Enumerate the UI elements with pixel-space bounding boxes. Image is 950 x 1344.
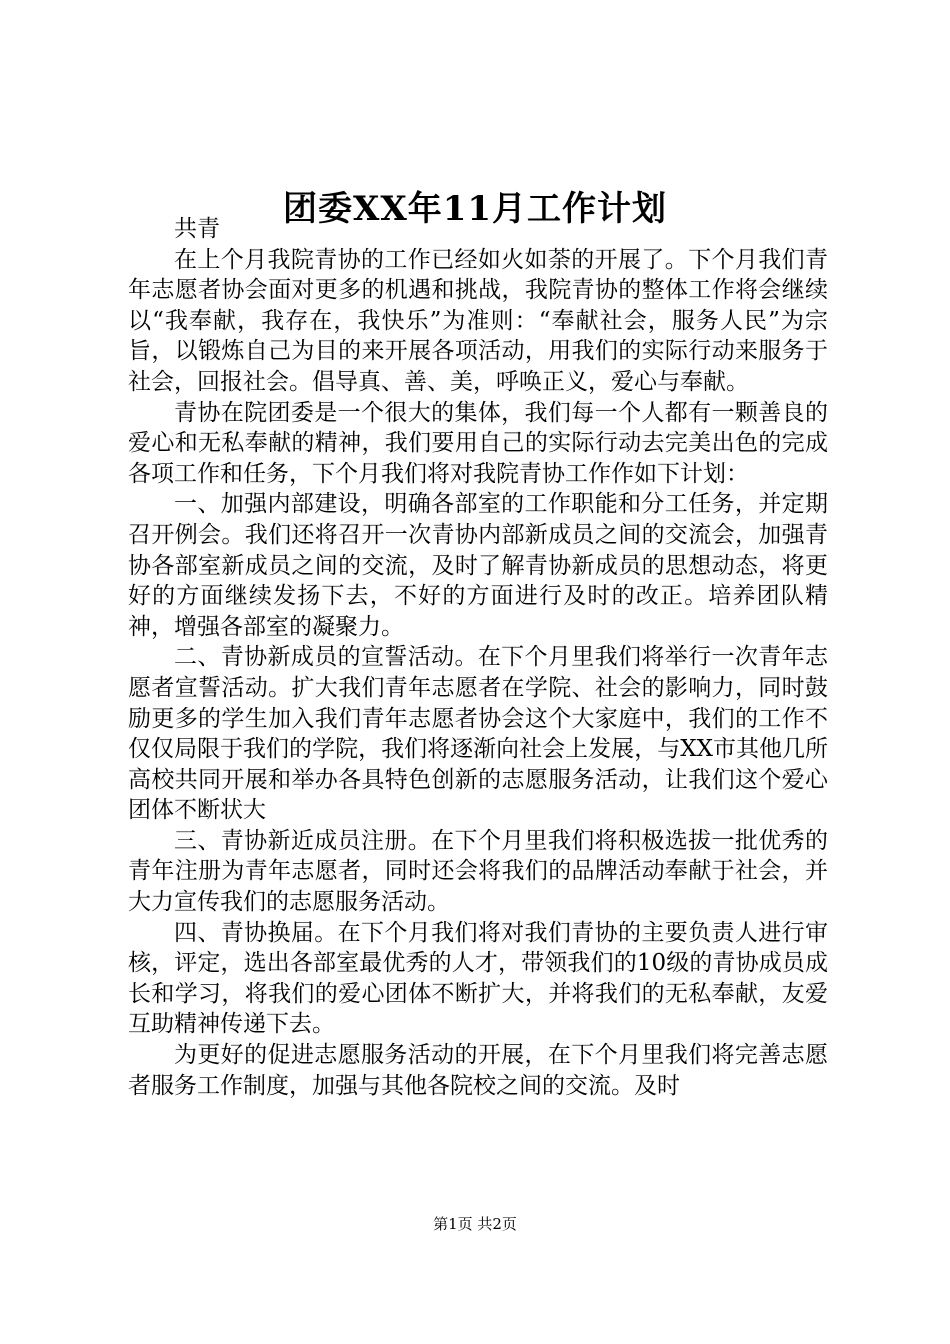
paragraph-3: 青协在院团委是一个很大的集体，我们每一个人都有一颗善良的爱心和无私奉献的精神，我们要用自己的实际行动去完美出色的完成各项工作和任务，下个月我们将对我院青协工作作如下计划： bbox=[128, 399, 828, 487]
page-footer: 第1页 共2页 bbox=[433, 1215, 517, 1233]
paragraph-4: 一、加强内部建设，明确各部室的工作职能和分工任务，并定期召开例会。我们还将召开一次青协内部新成员之间的交流会，加强青协各部室新成员之间的交流，及时了解青协新成员的思想动态，将更好的方面继续发扬下去，不好的方面进行及时的改正。培养团队精神，增强各部室的凝聚力。 bbox=[128, 491, 828, 640]
paragraph-6: 三、青协新近成员注册。在下个月里我们将积极选拔一批优秀的青年注册为青年志愿者，同时还会将我们的品牌活动奉献于社会，并大力宣传我们的志愿服务活动。 bbox=[128, 827, 828, 916]
paragraph-7: 四、青协换届。在下个月我们将对我们青协的主要负责人进行审核，评定，选出各部室最优秀的人才，带领我们的10级的青协成员成长和学习，将我们的爱心团体不断扩大，并将我们的无私奉献，友爱互助精神传递下去。 bbox=[128, 919, 828, 1038]
paragraph-8: 为更好的促进志愿服务活动的开展，在下个月里我们将完善志愿者服务工作制度，加强与其他各院校之间的交流。及时 bbox=[128, 1042, 828, 1099]
paragraph-5: 二、青协新成员的宣誓活动。在下个月里我们将举行一次青年志愿者宣誓活动。扩大我们青年志愿者在学院、社会的影响力，同时鼓励更多的学生加入我们青年志愿者协会这个大家庭中，我们的工作不仅仅局限于我们的学院，我们将逐渐向社会上发展，与XX市其他几所高校共同开展和举办各具特色创新的志愿服务活动，让我们这个爱心团体不断状大 bbox=[128, 644, 828, 824]
paragraph-1: 共青 bbox=[174, 216, 220, 242]
paragraph-2: 在上个月我院青协的工作已经如火如荼的开展了。下个月我们青年志愿者协会面对更多的机遇和挑战，我院青协的整体工作将会继续以“我奉献，我存在，我快乐”为准则：“奉献社会，服务人民”为宗旨，以锻炼自己为目的来开展各项活动，用我们的实际行动来服务于社会，回报社会。倡导真、善、美，呼唤正义，爱心与奉献。 bbox=[128, 246, 828, 395]
document-title: 团委XX年11月工作计划 bbox=[282, 189, 668, 229]
document-body bbox=[128, 214, 828, 1101]
